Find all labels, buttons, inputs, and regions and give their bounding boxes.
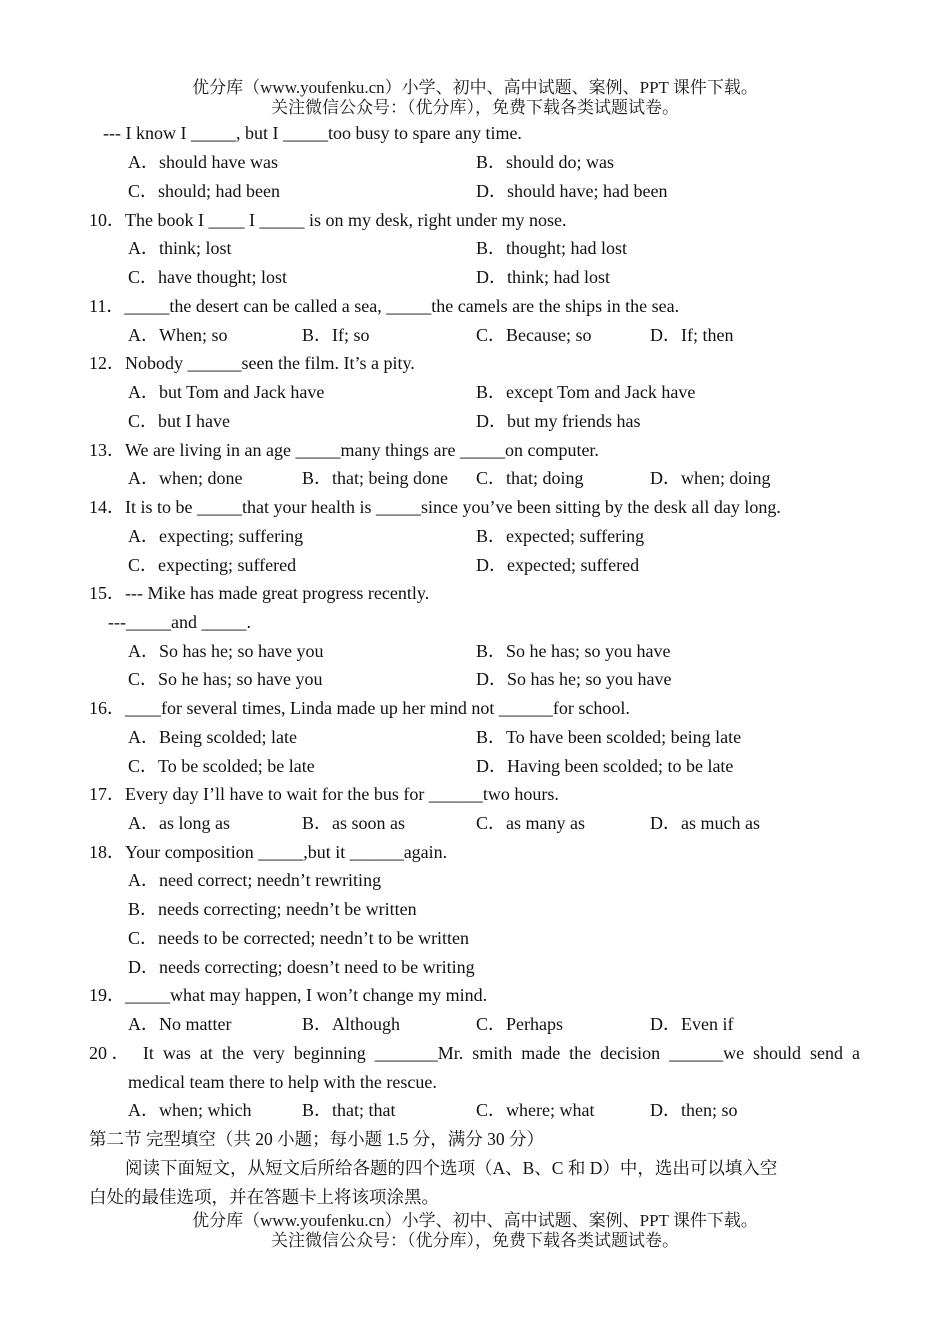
q14-option-d: D．expected; suffered bbox=[476, 555, 640, 575]
q18-stem: 18．Your composition _____,but it ______again. bbox=[89, 842, 448, 862]
q14-option-b: B．expected; suffering bbox=[476, 526, 645, 546]
q11-option-d: D．If; then bbox=[650, 325, 734, 345]
q10-option-b: B．thought; had lost bbox=[476, 238, 628, 258]
q18-option-c: C．needs to be corrected; needn’t to be written bbox=[128, 928, 470, 948]
q10-stem: 10．The book I ____ I _____ is on my desk, right under my nose. bbox=[89, 210, 567, 230]
q20-stem: 20． It was at the very beginning _______Mr. smith made the decision ______we should send a bbox=[89, 1043, 860, 1063]
q13-option-d: D．when; doing bbox=[650, 468, 771, 488]
q12-option-b: B．except Tom and Jack have bbox=[476, 382, 696, 402]
q10-option-a: A．think; lost bbox=[128, 238, 232, 258]
q19-option-a: A．No matter bbox=[128, 1014, 232, 1034]
q15-option-a: A．So has he; so have you bbox=[128, 641, 324, 661]
q16-option-c: C．To be scolded; be late bbox=[128, 756, 315, 776]
q17-option-b: B．as soon as bbox=[302, 813, 405, 833]
q11-option-b: B．If; so bbox=[302, 325, 370, 345]
q16-option-d: D．Having been scolded; to be late bbox=[476, 756, 734, 776]
q12-stem: 12．Nobody ______seen the film. It’s a pity. bbox=[89, 353, 415, 373]
q10-option-d: D．think; had lost bbox=[476, 267, 610, 287]
q17-stem: 17．Every day I’ll have to wait for the bus for ______two hours. bbox=[89, 784, 559, 804]
q13-stem: 13．We are living in an age _____many things are _____on computer. bbox=[89, 440, 599, 460]
q18-option-a: A．need correct; needn’t rewriting bbox=[128, 870, 382, 890]
q15-option-d: D．So has he; so you have bbox=[476, 669, 672, 689]
q16-stem: 16．____for several times, Linda made up her mind not ______for school. bbox=[89, 698, 630, 718]
q20-option-b: B．that; that bbox=[302, 1100, 396, 1120]
footer-watermark-line2: 关注微信公众号：（优分库），免费下载各类试题试卷。 bbox=[271, 1231, 679, 1250]
q20-option-a: A．when; which bbox=[128, 1100, 252, 1120]
q19-stem: 19．_____what may happen, I won’t change my mind. bbox=[89, 985, 488, 1005]
footer-watermark-line1: 优分库（www.youfenku.cn）小学、初中、高中试题、案例、PPT 课件下载。 bbox=[192, 1211, 758, 1230]
q16-option-a: A．Being scolded; late bbox=[128, 727, 297, 747]
q19-option-b: B．Although bbox=[302, 1014, 401, 1034]
q11-option-a: A．When; so bbox=[128, 325, 228, 345]
q20-stem-line2: medical team there to help with the rescue. bbox=[128, 1072, 437, 1092]
q12-option-c: C．but I have bbox=[128, 411, 230, 431]
q19-option-c: C．Perhaps bbox=[476, 1014, 563, 1034]
header-watermark-line2: 关注微信公众号：（优分库），免费下载各类试题试卷。 bbox=[271, 98, 679, 117]
q18-option-b: B．needs correcting; needn’t be written bbox=[128, 899, 417, 919]
q14-option-a: A．expecting; suffering bbox=[128, 526, 304, 546]
q13-option-c: C．that; doing bbox=[476, 468, 584, 488]
q18-option-d: D．needs correcting; doesn’t need to be writing bbox=[128, 957, 475, 977]
q15-stem: 15．--- Mike has made great progress recently. bbox=[89, 583, 430, 603]
q19-option-d: D．Even if bbox=[650, 1014, 734, 1034]
q15-option-c: C．So he has; so have you bbox=[128, 669, 323, 689]
section2-title: 第二节 完型填空（共 20 小题；每小题 1.5 分，满分 30 分） bbox=[89, 1129, 544, 1149]
q13-option-b: B．that; being done bbox=[302, 468, 448, 488]
q9-option-a: A．should have was bbox=[128, 152, 278, 172]
q11-option-c: C．Because; so bbox=[476, 325, 592, 345]
q9-stem: --- I know I _____, but I _____too busy to spare any time. bbox=[103, 123, 522, 143]
q9-option-b: B．should do; was bbox=[476, 152, 615, 172]
q17-option-c: C．as many as bbox=[476, 813, 585, 833]
q9-option-c: C．should; had been bbox=[128, 181, 280, 201]
q12-option-d: D．but my friends has bbox=[476, 411, 641, 431]
q12-option-a: A．but Tom and Jack have bbox=[128, 382, 325, 402]
q15-option-b: B．So he has; so you have bbox=[476, 641, 671, 661]
q11-stem: 11．_____the desert can be called a sea, _____the camels are the ships in the sea. bbox=[89, 296, 680, 316]
section2-instruction-line1: 阅读下面短文，从短文后所给各题的四个选项（A、B、C 和 D）中，选出可以填入空 bbox=[125, 1158, 778, 1178]
q10-option-c: C．have thought; lost bbox=[128, 267, 287, 287]
q14-stem: 14．It is to be _____that your health is _____since you’ve been sitting by the desk all day long. bbox=[89, 497, 781, 517]
q15-stem-line2: ---_____and _____. bbox=[108, 612, 251, 632]
q17-option-a: A．as long as bbox=[128, 813, 230, 833]
q13-option-a: A．when; done bbox=[128, 468, 243, 488]
q20-option-d: D．then; so bbox=[650, 1100, 738, 1120]
q17-option-d: D．as much as bbox=[650, 813, 760, 833]
q16-option-b: B．To have been scolded; being late bbox=[476, 727, 742, 747]
header-watermark-line1: 优分库（www.youfenku.cn）小学、初中、高中试题、案例、PPT 课件下载。 bbox=[192, 78, 758, 97]
q14-option-c: C．expecting; suffered bbox=[128, 555, 297, 575]
section2-instruction-line2: 白处的最佳选项，并在答题卡上将该项涂黑。 bbox=[89, 1187, 439, 1207]
q20-option-c: C．where; what bbox=[476, 1100, 595, 1120]
q9-option-d: D．should have; had been bbox=[476, 181, 668, 201]
